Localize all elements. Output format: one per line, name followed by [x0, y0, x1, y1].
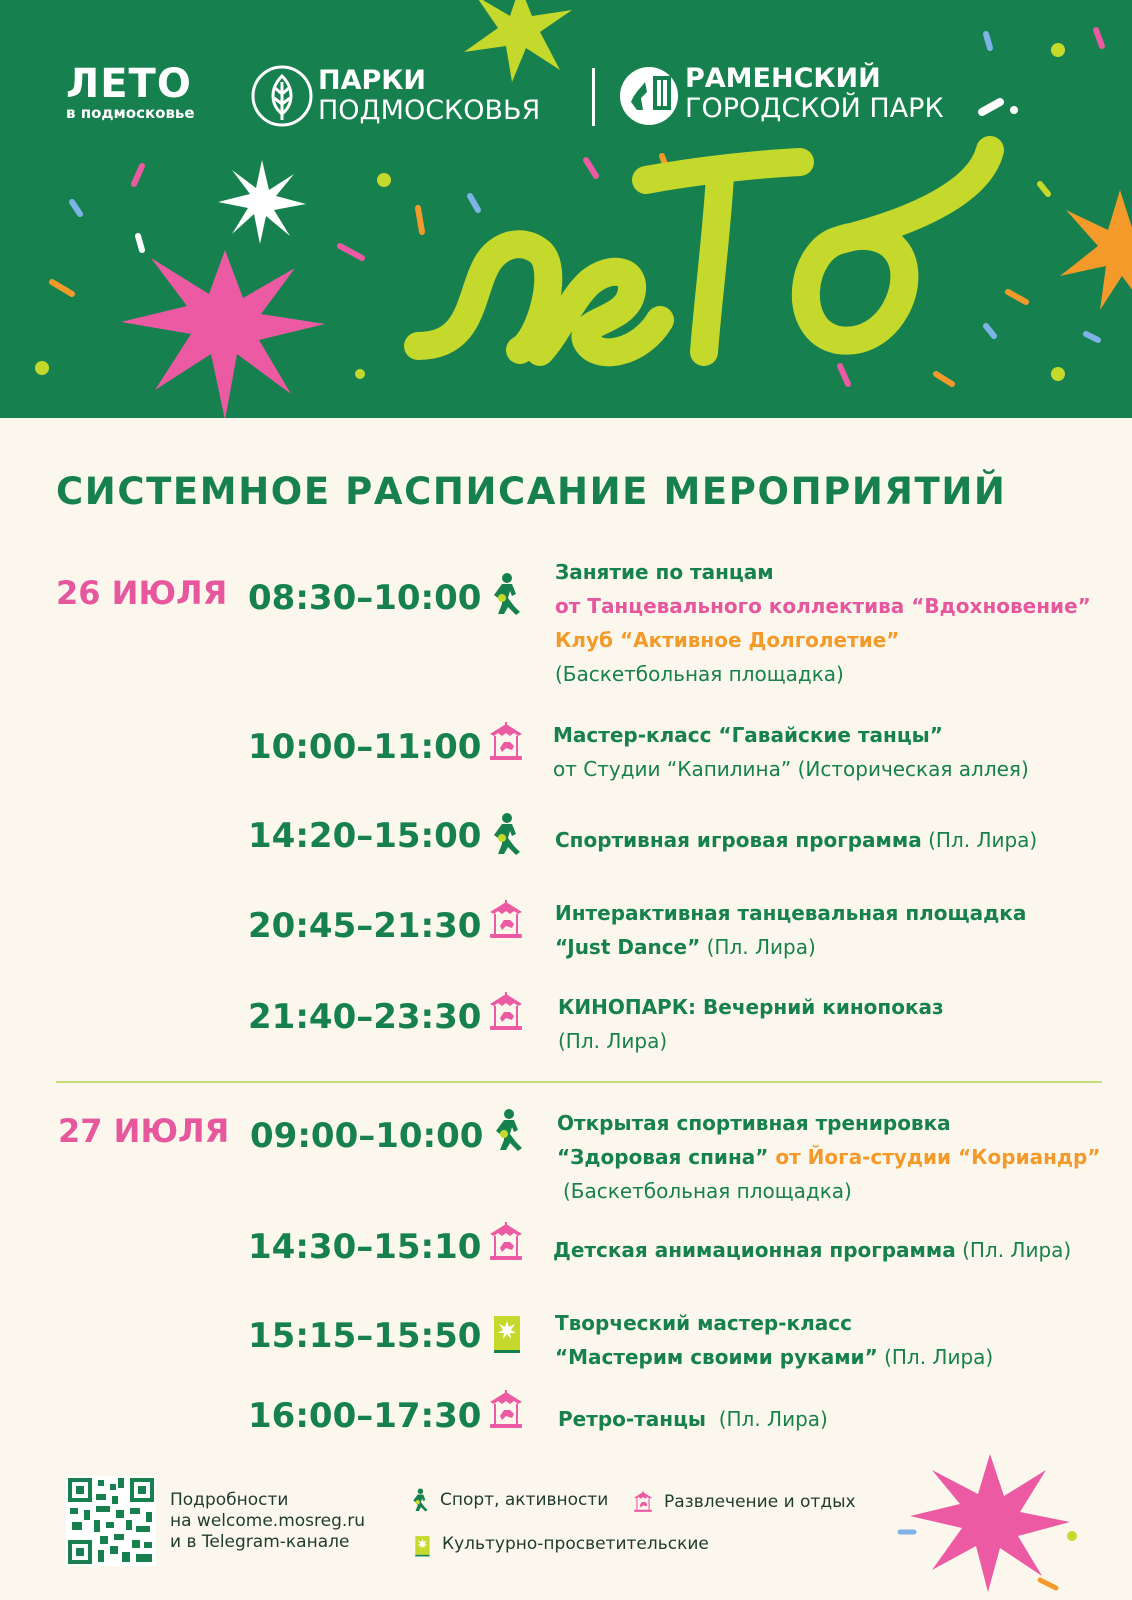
brand-leto-small: в подмосковье	[66, 104, 195, 122]
brand-parks-line1: ПАРКИ	[318, 65, 426, 96]
event-organizer: от Танцевального коллектива “Вдохновение”	[555, 594, 1091, 618]
event-title: КИНОПАРК: Вечерний кинопоказ	[558, 995, 944, 1019]
date-label: 27 ИЮЛЯ	[58, 1112, 230, 1150]
event-description	[558, 1402, 828, 1436]
event-description	[555, 555, 1091, 691]
carousel-icon	[486, 898, 526, 942]
event-organizer: от Йога-студии “Кориандр”	[768, 1145, 1101, 1169]
event-time: 08:30–10:00	[248, 578, 482, 618]
event-description	[558, 990, 944, 1058]
legend-sport: Спорт, активности	[440, 1490, 609, 1510]
event-location: (Пл. Лира)	[877, 1345, 994, 1369]
brand-leto-big: ЛЕТО	[66, 61, 192, 107]
logo-divider	[592, 68, 595, 126]
event-title: Творческий мастер-класс	[555, 1311, 852, 1335]
day-separator	[56, 1081, 1102, 1083]
event-title: Спортивная игровая программа	[555, 828, 922, 852]
event-location: (Пл. Лира)	[921, 828, 1038, 852]
event-subtitle: “Здоровая спина”	[557, 1145, 769, 1169]
event-title: Открытая спортивная тренировка	[557, 1111, 951, 1135]
event-time: 16:00–17:30	[248, 1396, 482, 1436]
event-title: Мастер-класс “Гавайские танцы”	[553, 723, 943, 747]
qr-code[interactable]	[66, 1476, 156, 1566]
event-location: (Баскетбольная площадка)	[563, 1179, 852, 1203]
header-banner	[0, 0, 1132, 418]
runner-icon	[488, 572, 528, 616]
event-title: Детская анимационная программа	[553, 1238, 956, 1262]
brand-leto-logo	[66, 61, 195, 122]
footer-info-line: и в Telegram-канале	[170, 1532, 350, 1552]
ramenskiy-logo-icon	[620, 67, 678, 125]
carousel-icon	[632, 1488, 654, 1516]
page-title: СИСТЕМНОЕ РАСПИСАНИЕ МЕРОПРИЯТИЙ	[56, 470, 1007, 513]
footer-info-link[interactable]: на welcome.mosreg.ru	[170, 1511, 366, 1531]
event-time: 14:20–15:00	[248, 816, 482, 856]
legend-culture: Культурно-просветительские	[442, 1534, 709, 1554]
carousel-icon	[486, 1220, 526, 1264]
event-time: 14:30–15:10	[248, 1227, 482, 1267]
event-title: Ретро-танцы	[558, 1407, 706, 1431]
event-description	[553, 1233, 1071, 1267]
runner-icon	[490, 1108, 530, 1152]
brand-parks-line2: ПОДМОСКОВЬЯ	[318, 95, 541, 126]
runner-icon	[410, 1486, 432, 1514]
legend-entertainment: Развлечение и отдых	[664, 1492, 856, 1512]
event-description	[557, 1106, 1101, 1208]
event-subtitle: “Мастерим своими руками”	[555, 1345, 878, 1369]
pink-star-icon	[121, 250, 325, 418]
event-time: 21:40–23:30	[248, 997, 482, 1037]
event-location: (Пл. Лира)	[706, 1407, 828, 1431]
brand-ramenskiy-line1: РАМЕНСКИЙ	[685, 63, 881, 94]
carousel-icon	[486, 720, 526, 764]
date-label: 26 ИЮЛЯ	[56, 574, 228, 612]
event-location: (Баскетбольная площадка)	[555, 662, 844, 686]
event-organizer: от Студии “Капилина” (Историческая аллея)	[553, 757, 1029, 781]
runner-icon	[488, 812, 528, 856]
event-description	[555, 823, 1037, 857]
book-icon	[488, 1312, 528, 1356]
event-time: 20:45–21:30	[248, 906, 482, 946]
white-star-icon	[218, 160, 306, 244]
event-time: 09:00–10:00	[250, 1116, 484, 1156]
event-location: (Пл. Лира)	[955, 1238, 1072, 1262]
brand-parks-logo	[318, 66, 540, 126]
event-location: (Пл. Лира)	[558, 1029, 668, 1053]
event-description	[555, 896, 1026, 964]
footer-info-line: Подробности	[170, 1490, 289, 1510]
parks-logo-icon	[253, 67, 311, 125]
event-time: 10:00–11:00	[248, 727, 482, 767]
event-subtitle: “Just Dance”	[555, 935, 701, 959]
brand-ramenskiy-logo	[685, 64, 944, 124]
event-location: (Пл. Лира)	[700, 935, 816, 959]
event-club: Клуб “Активное Долголетие”	[555, 628, 900, 652]
carousel-icon	[486, 1388, 526, 1432]
event-time: 15:15–15:50	[248, 1316, 482, 1356]
pink-star-icon	[890, 1440, 1090, 1600]
brand-ramenskiy-line2: ГОРОДСКОЙ ПАРК	[685, 93, 944, 124]
book-icon	[412, 1532, 434, 1560]
carousel-icon	[486, 990, 526, 1034]
event-description	[555, 1306, 993, 1374]
footer-info	[170, 1490, 365, 1553]
event-title: Интерактивная танцевальная площадка	[555, 901, 1027, 925]
event-description	[553, 718, 1029, 786]
event-title: Занятие по танцам	[555, 560, 774, 584]
orange-star-icon	[1060, 190, 1132, 314]
hero-lettering	[418, 150, 990, 352]
